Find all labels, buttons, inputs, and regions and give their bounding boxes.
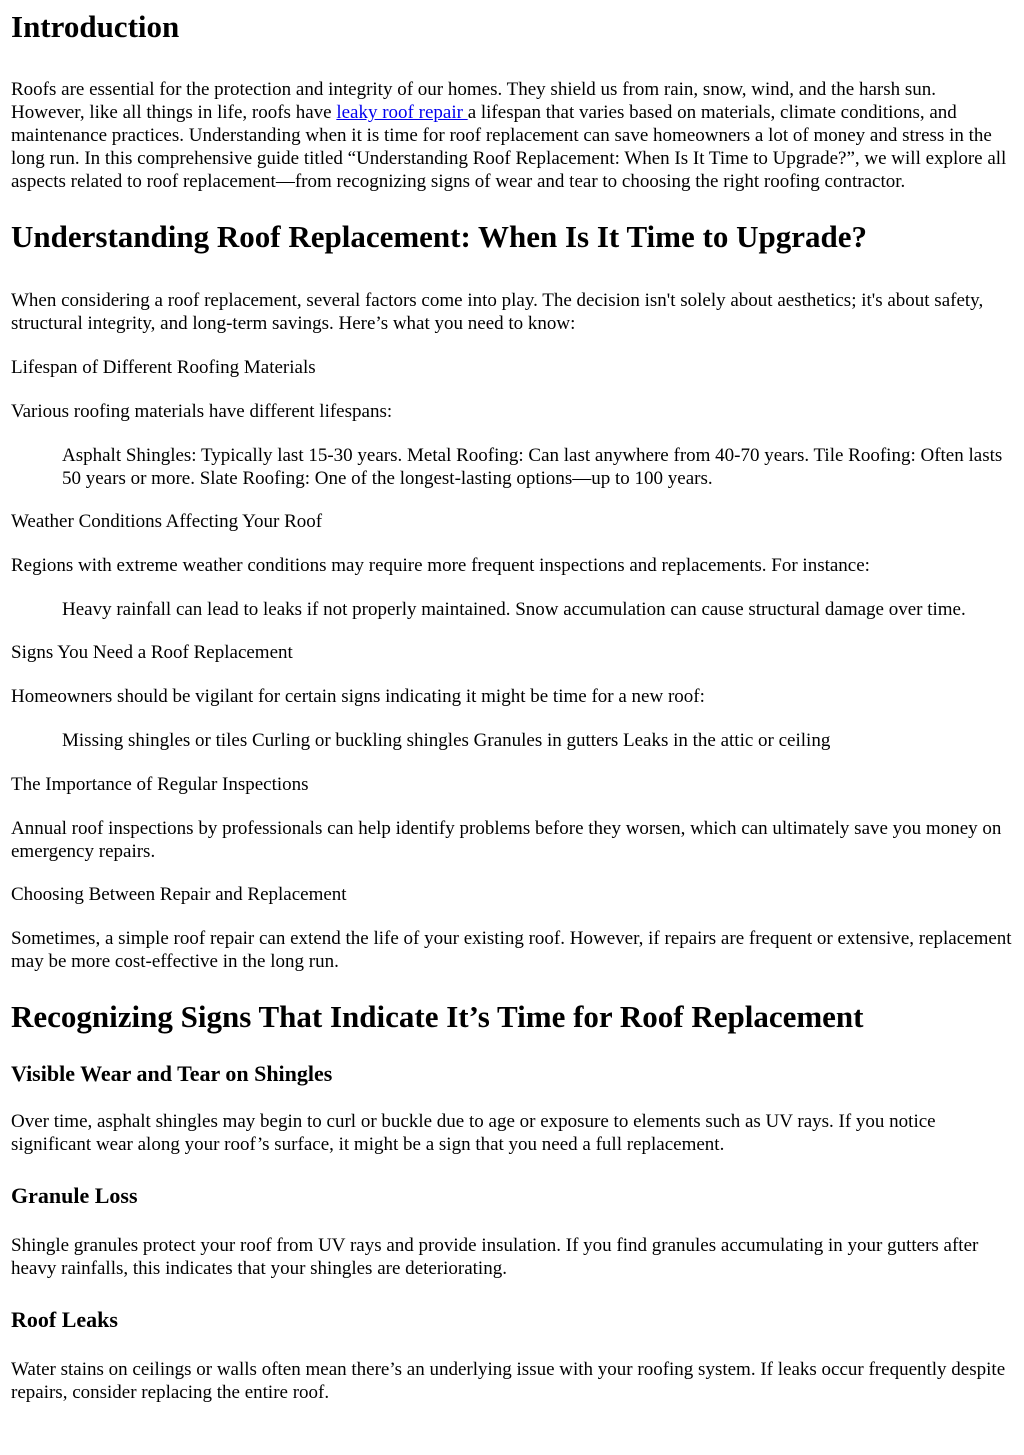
choosing-paragraph: Sometimes, a simple roof repair can extend the life of your existing roof. However, if repairs are frequent or extensive, replacement may be more cost-effective in the long run.: [11, 928, 1012, 972]
granule-paragraph: Shingle granules protect your roof from UV rays and provide insulation. If you find granules accumulating in your gutters after heavy rainfalls, this indicates that your shingles are deteriorating.: [11, 1235, 979, 1279]
choosing-title: Choosing Between Repair and Replacement: [11, 884, 347, 905]
understanding-paragraph: When considering a roof replacement, several factors come into play. The decision isn't solely about aesthetics; it's about safety, structural integrity, and long-term savings. Here’s what you need to know:: [11, 290, 984, 334]
subheading-granule-loss: Granule Loss: [11, 1183, 138, 1208]
weather-intro: Regions with extreme weather conditions may require more frequent inspections and replacements. For instance:: [11, 555, 870, 576]
document-page: [0, 9, 1024, 1404]
lifespan-intro: Various roofing materials have different lifespans:: [11, 401, 393, 422]
leaks-paragraph: Water stains on ceilings or walls often mean there’s an underlying issue with your roofing system. If leaks occur frequently despite repairs, consider replacing the entire roof.: [11, 1359, 1006, 1403]
signs-list: Missing shingles or tiles Curling or buckling shingles Granules in gutters Leaks in the attic or ceiling: [62, 730, 831, 751]
weather-list: Heavy rainfall can lead to leaks if not properly maintained. Snow accumulation can cause structural damage over time.: [62, 599, 966, 620]
signs-intro: Homeowners should be vigilant for certain signs indicating it might be time for a new roof:: [11, 686, 705, 707]
heading-understanding-roof-replacement: Understanding Roof Replacement: When Is It Time to Upgrade?: [11, 219, 867, 254]
heading-introduction: Introduction: [11, 9, 180, 44]
lifespan-title: Lifespan of Different Roofing Materials: [11, 357, 316, 378]
leaky-roof-repair-link[interactable]: leaky roof repair: [336, 102, 468, 123]
weather-title: Weather Conditions Affecting Your Roof: [11, 511, 323, 532]
wear-paragraph: Over time, asphalt shingles may begin to curl or buckle due to age or exposure to elements such as UV rays. If you notice significant wear along your roof’s surface, it might be a sign that you need a full replacement.: [11, 1111, 936, 1155]
heading-recognizing-signs: Recognizing Signs That Indicate It’s Time for Roof Replacement: [11, 999, 864, 1034]
subheading-visible-wear: Visible Wear and Tear on Shingles: [11, 1061, 333, 1086]
subheading-roof-leaks: Roof Leaks: [11, 1307, 118, 1332]
intro-text-after-link: a lifespan that varies based on materials, climate conditions, and maintenance practices. Understanding when it is time for roof replacement can save homeowners a lot of money and stress in the long run. In this comprehensive guide titled “Understanding Roof Replacement: When Is It Time to Upgrade?”, we will explore all aspects related to roof replacement—from recognizing signs of wear and tear to choosing the right roofing contractor.: [11, 102, 1007, 192]
inspections-title: The Importance of Regular Inspections: [11, 774, 309, 795]
intro-paragraph: [11, 78, 1014, 193]
inspections-paragraph: Annual roof inspections by professionals can help identify problems before they worsen, which can ultimately save you money on emergency repairs.: [11, 818, 1002, 862]
intro-text-before-link: Roofs are essential for the protection and integrity of our homes. They shield us from rain, snow, wind, and the harsh sun. However, like all things in life, roofs have: [11, 79, 936, 123]
signs-title: Signs You Need a Roof Replacement: [11, 642, 293, 663]
lifespan-list: Asphalt Shingles: Typically last 15-30 years. Metal Roofing: Can last anywhere from 40-70 years. Tile Roofing: Often lasts 50 years or more. Slate Roofing: One of the longest-lasting options—up to 100 years.: [62, 445, 1003, 489]
